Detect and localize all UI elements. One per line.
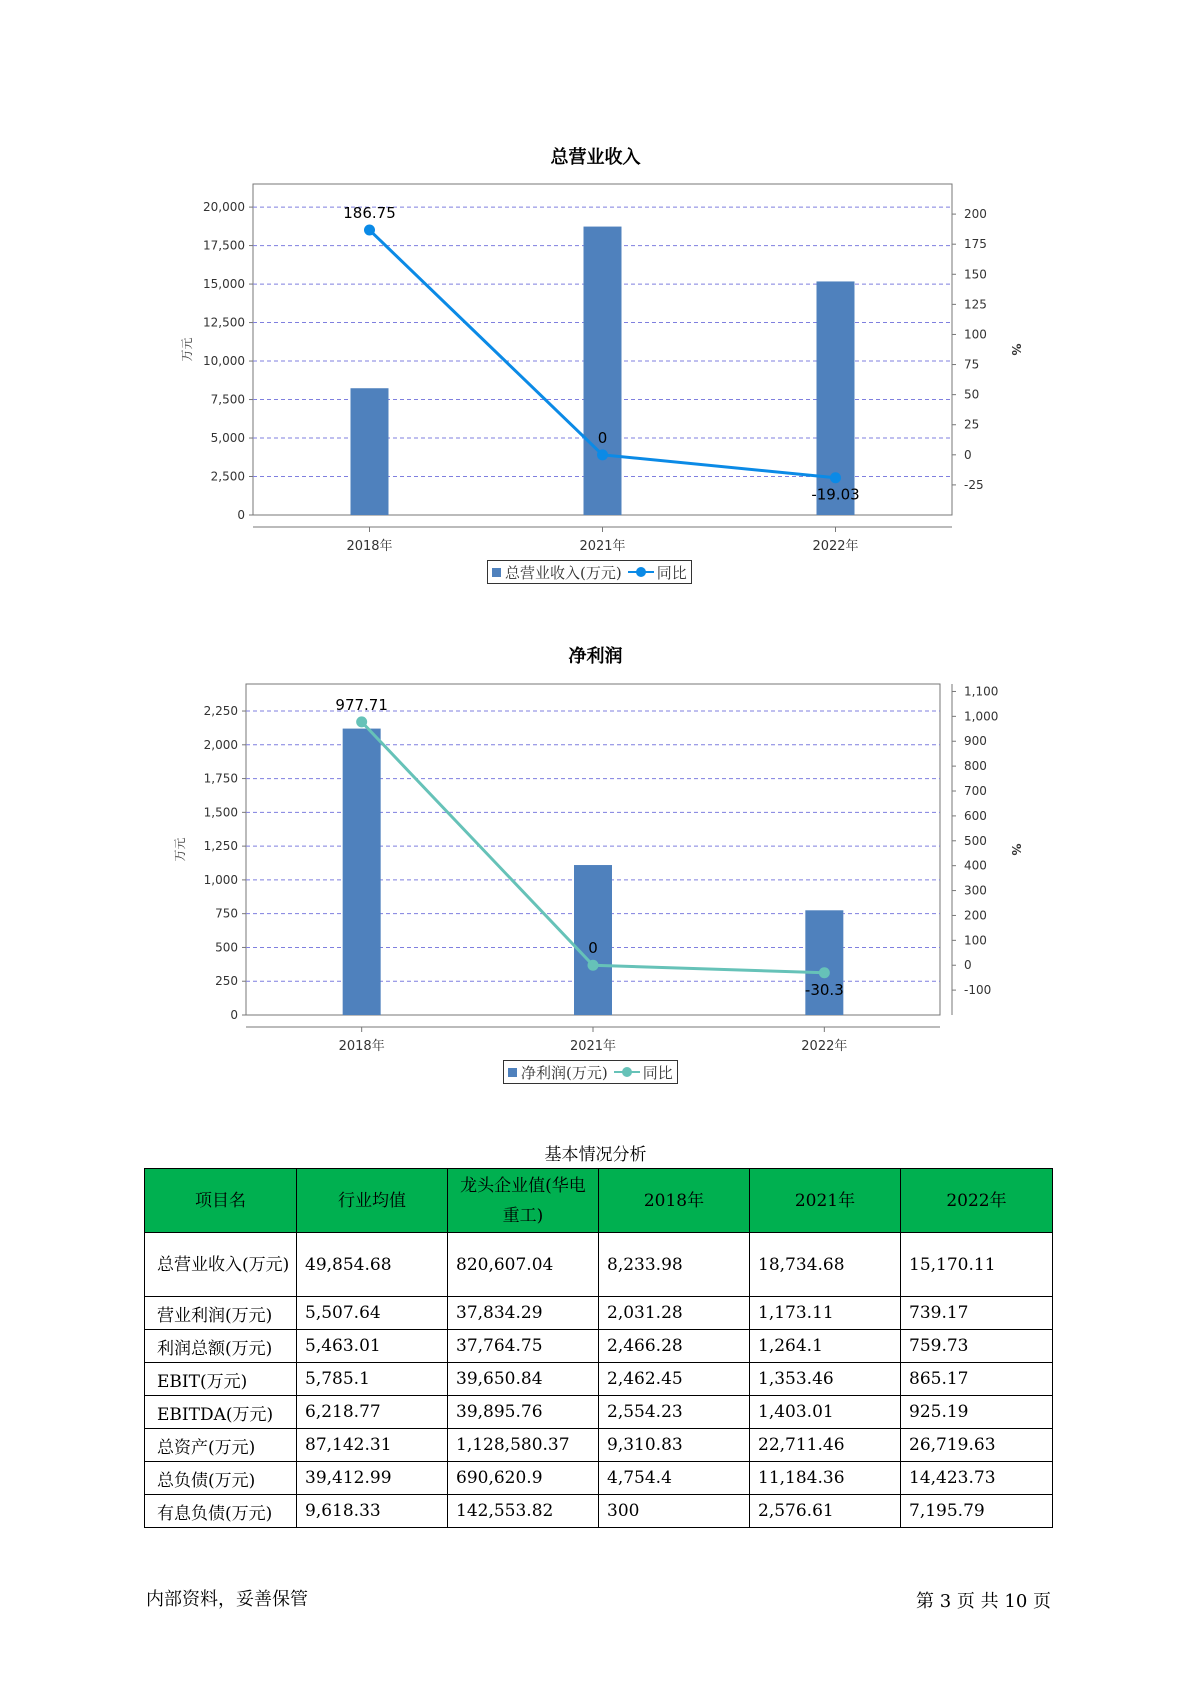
table-cell: 6,218.77 [297,1396,448,1429]
table-header-cell: 行业均值 [297,1169,448,1233]
right-y-tick-label: 800 [964,759,987,774]
table-cell: 18,734.68 [750,1233,901,1297]
legend-line-label: 同比 [656,563,687,582]
line-point [597,449,608,460]
x-tick-label: 2018年 [338,1039,385,1054]
line-point [819,967,830,978]
table-cell: 820,607.04 [448,1233,599,1297]
y-tick-label: 500 [215,940,238,955]
y-tick-label: 20,000 [203,200,245,215]
table-cell: 39,412.99 [297,1462,448,1495]
right-y-tick-label: 0 [964,958,972,973]
chart2-title: 净利润 [568,646,623,667]
table-header-cell: 项目名 [145,1169,297,1233]
right-y-tick-label: 900 [964,734,987,749]
table-row [145,1495,1053,1528]
table-cell: 1,264.1 [750,1330,901,1363]
x-tick-label: 2022年 [812,539,859,554]
y-tick-label: 15,000 [203,277,245,292]
table-cell: 2,554.23 [599,1396,750,1429]
table-row [145,1429,1053,1462]
right-y-tick-label: 125 [964,297,987,312]
table-cell: 1,173.11 [750,1297,901,1330]
y-tick-label: 750 [215,906,238,921]
legend-line-swatch [628,567,654,577]
x-tick-label: 2018年 [346,539,393,554]
table-row [145,1363,1053,1396]
legend-line-label: 同比 [642,1063,673,1082]
table-cell: 142,553.82 [448,1495,599,1528]
table-cell: 14,423.73 [901,1462,1053,1495]
row-label-cell: 营业利润(万元) [145,1297,297,1330]
table-cell: 7,195.79 [901,1495,1053,1528]
right-y-axis-label: % [1009,343,1023,356]
table-cell: 9,310.83 [599,1429,750,1462]
y-tick-label: 12,500 [203,315,245,330]
line-point [356,716,367,727]
info-table [144,1168,1053,1528]
right-y-tick-label: 50 [964,387,980,402]
row-label-cell: 利润总额(万元) [145,1330,297,1363]
table-cell: 1,353.46 [750,1363,901,1396]
right-y-tick-label: 500 [964,833,987,848]
table-row [145,1297,1053,1330]
table-cell: 37,834.29 [448,1297,599,1330]
right-y-tick-label: 100 [964,933,987,948]
table-cell: 5,507.64 [297,1297,448,1330]
y-tick-label: 0 [230,1008,238,1022]
y-tick-label: 17,500 [203,238,245,253]
y-tick-label: 1,000 [203,872,238,887]
table-cell: 925.19 [901,1396,1053,1429]
chart-net-profit [0,670,1191,1110]
y-tick-label: 1,750 [203,771,238,786]
table-cell: 39,895.76 [448,1396,599,1429]
x-tick-label: 2021年 [569,1039,617,1054]
right-y-tick-label: 600 [964,808,987,823]
right-y-tick-label: -25 [964,477,984,492]
row-label-cell: EBITDA(万元) [145,1396,297,1429]
footer-page-number: 第 3 页 共 10 页 [916,1591,1051,1612]
y-tick-label: 0 [237,508,245,522]
chart1-title: 总营业收入 [550,147,641,168]
right-y-tick-label: 700 [964,784,987,799]
table-cell: 15,170.11 [901,1233,1053,1297]
table-header-cell: 2021年 [750,1169,901,1233]
table-cell: 2,462.45 [599,1363,750,1396]
table-cell: 690,620.9 [448,1462,599,1495]
chart1-legend [487,560,692,584]
table-cell: 759.73 [901,1330,1053,1363]
x-tick-label: 2022年 [801,1039,848,1054]
row-label-cell: 有息负债(万元) [145,1495,297,1528]
right-y-tick-label: -100 [964,983,992,998]
table-cell: 300 [599,1495,750,1528]
right-y-tick-label: 1,100 [964,684,999,699]
table-header-row [145,1169,1053,1233]
table-row [145,1396,1053,1429]
y-tick-label: 1,250 [203,839,238,854]
table-cell: 49,854.68 [297,1233,448,1297]
table-header-cell: 龙头企业值(华电重工) [448,1169,599,1233]
y-tick-label: 1,500 [203,805,238,820]
bar [584,227,622,515]
table-cell: 739.17 [901,1297,1053,1330]
table-header-cell: 2022年 [901,1169,1053,1233]
y-tick-label: 10,000 [203,354,245,369]
point-label: -19.03 [811,485,860,504]
table-cell: 22,711.46 [750,1429,901,1462]
table-cell: 5,785.1 [297,1363,448,1396]
y-tick-label: 5,000 [210,431,245,446]
table-caption: 基本情况分析 [544,1145,647,1165]
table-cell: 2,031.28 [599,1297,750,1330]
table-cell: 8,233.98 [599,1233,750,1297]
right-y-tick-label: 400 [964,858,987,873]
legend-bar-swatch [492,568,501,577]
line-point [364,225,375,236]
y-axis-label: 万元 [180,337,194,362]
right-y-tick-label: 1,000 [964,709,999,724]
row-label-cell: 总资产(万元) [145,1429,297,1462]
right-y-tick-label: 0 [964,447,972,462]
table-row [145,1462,1053,1495]
bar [351,388,389,515]
right-y-axis-label: % [1009,843,1023,856]
table-cell: 37,764.75 [448,1330,599,1363]
legend-bar-label: 净利润(万元) [521,1063,608,1082]
right-y-tick-label: 150 [964,267,987,282]
line-point [588,960,599,971]
y-axis-label: 万元 [173,837,187,862]
y-tick-label: 250 [215,974,238,989]
row-label-cell: EBIT(万元) [145,1363,297,1396]
table-row [145,1330,1053,1363]
table-cell: 5,463.01 [297,1330,448,1363]
table-cell: 39,650.84 [448,1363,599,1396]
right-y-tick-label: 175 [964,237,987,252]
table-cell: 87,142.31 [297,1429,448,1462]
point-label: 186.75 [343,204,396,223]
table-cell: 9,618.33 [297,1495,448,1528]
table-cell: 11,184.36 [750,1462,901,1495]
point-label: -30.3 [804,980,844,999]
right-y-tick-label: 100 [964,327,987,342]
row-label-cell: 总营业收入(万元) [145,1233,297,1297]
right-y-tick-label: 300 [964,883,987,898]
table-cell: 865.17 [901,1363,1053,1396]
table-row [145,1233,1053,1297]
right-y-tick-label: 200 [964,908,987,923]
bar [805,910,843,1015]
right-y-tick-label: 25 [964,417,980,432]
y-tick-label: 2,000 [203,737,238,752]
right-y-tick-label: 75 [964,357,980,372]
y-tick-label: 2,500 [210,469,245,484]
y-tick-label: 2,250 [203,704,238,719]
row-label-cell: 总负债(万元) [145,1462,297,1495]
table-cell: 1,128,580.37 [448,1429,599,1462]
line-point [830,472,841,483]
table-cell: 2,576.61 [750,1495,901,1528]
bar [343,729,381,1015]
point-label: 0 [588,939,598,958]
legend-bar-label: 总营业收入(万元) [505,563,622,582]
x-tick-label: 2021年 [579,539,626,554]
table-cell: 2,466.28 [599,1330,750,1363]
right-y-tick-label: 200 [964,207,987,222]
table-cell: 26,719.63 [901,1429,1053,1462]
table-cell: 1,403.01 [750,1396,901,1429]
y-tick-label: 7,500 [210,392,245,407]
table-header-cell: 2018年 [599,1169,750,1233]
point-label: 977.71 [335,695,388,714]
footer-confidential-note: 内部资料，妥善保管 [146,1589,308,1610]
point-label: 0 [597,428,608,447]
table-cell: 4,754.4 [599,1462,750,1495]
